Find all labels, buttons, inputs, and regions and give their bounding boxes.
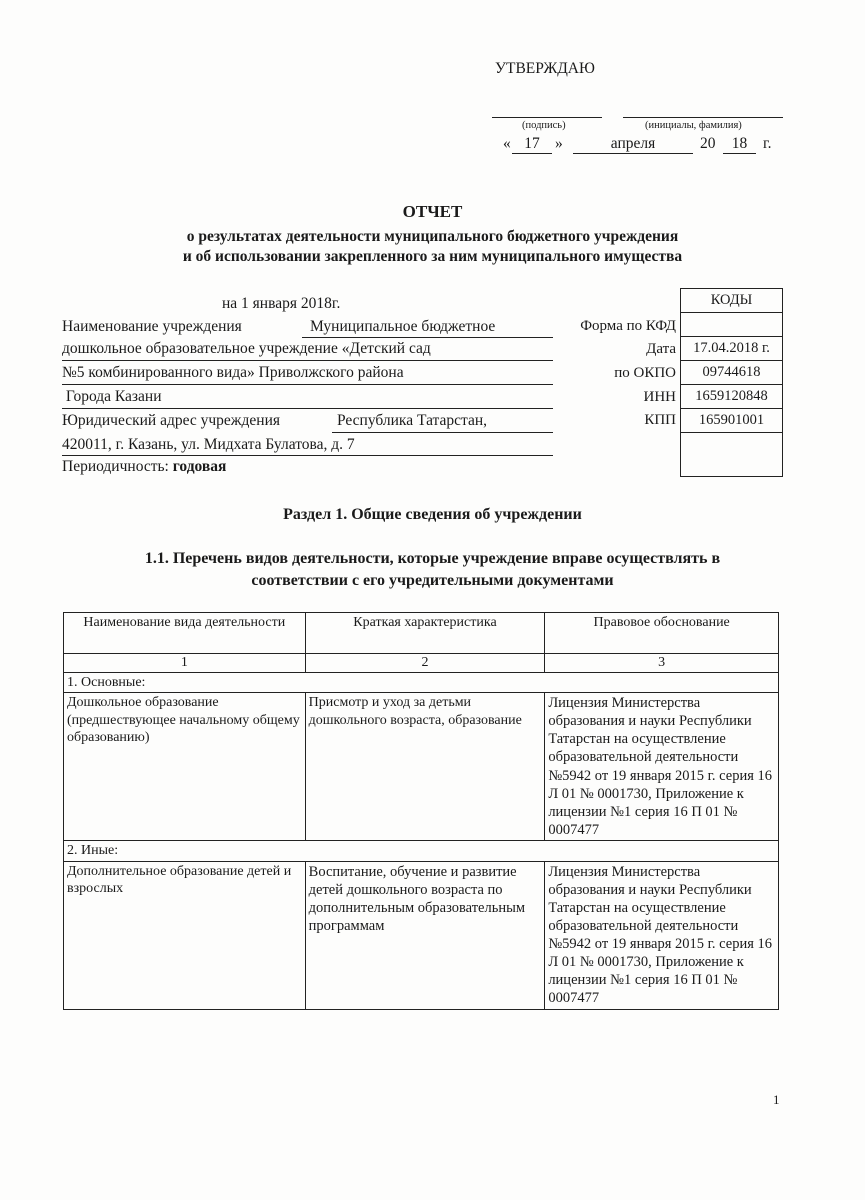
underline (62, 360, 553, 361)
signature-line (492, 117, 602, 118)
institution-name-line: №5 комбинированного вида» Приволжского района (62, 364, 404, 381)
underline (62, 455, 553, 456)
report-subtitle-1: о результатах деятельности муниципального бюджетного учреждения (186, 228, 679, 245)
institution-name-label: Наименование учреждения (62, 318, 242, 335)
section-title: Раздел 1. Общие сведения об учреждении (283, 506, 582, 523)
periodicity (62, 458, 226, 476)
quote-close: » (555, 135, 563, 152)
activities-table (63, 612, 779, 1010)
column-header: Наименование вида деятельности (64, 613, 306, 654)
code-value: 09744618 (681, 361, 783, 385)
approval-day: 17 (512, 135, 552, 154)
activity-description: Присмотр и уход за детьми дошкольного возраста, образование (305, 693, 545, 841)
name-line (623, 117, 783, 118)
report-title: ОТЧЕТ (402, 202, 463, 221)
code-label: Форма по КФД (580, 318, 676, 334)
year-unit: г. (763, 135, 772, 152)
table-row (64, 693, 779, 841)
activity-legal-basis: Лицензия Министерства образования и науки Республики Татарстан на осуществление образовательной деятельности №5942 от 19 января 2015 г. серия 16 Л 01 № 0001730, Приложение к лицензии №1 серия 16 П 01 № 0007477 (545, 861, 779, 1009)
code-value-empty (681, 433, 783, 477)
code-label: по ОКПО (614, 365, 676, 381)
column-header: Краткая характеристика (305, 613, 545, 654)
underline (302, 337, 553, 338)
column-header: Правовое обоснование (545, 613, 779, 654)
activity-name: Дополнительное образование детей и взрослых (64, 861, 306, 1009)
column-number: 2 (305, 654, 545, 673)
code-value: 165901001 (681, 409, 783, 433)
table-row (64, 861, 779, 1009)
institution-name-line: Муниципальное бюджетное (310, 318, 496, 335)
code-value: 17.04.2018 г. (681, 337, 783, 361)
address-line: Республика Татарстан, (337, 412, 488, 429)
quote-open: « (503, 135, 511, 152)
group-header: 1. Основные: (64, 672, 779, 693)
activity-description: Воспитание, обучение и развитие детей дошкольного возраста по дополнительным образовательным программам (305, 861, 545, 1009)
code-value (681, 313, 783, 337)
name-caption: (инициалы, фамилия) (645, 120, 742, 131)
code-value: 1659120848 (681, 385, 783, 409)
year-prefix: 20 (700, 135, 716, 152)
signature-caption: (подпись) (522, 120, 566, 131)
activity-legal-basis: Лицензия Министерства образования и науки Республики Татарстан на осуществление образовательной деятельности №5942 от 19 января 2015 г. серия 16 Л 01 № 0001730, Приложение к лицензии №1 серия 16 П 01 № 0007477 (545, 693, 779, 841)
approval-month: апреля (573, 135, 693, 154)
institution-name-line: дошкольное образовательное учреждение «Детский сад (62, 340, 431, 357)
periodicity-label: Периодичность: (62, 458, 169, 475)
code-label: Дата (646, 341, 676, 357)
address-label: Юридический адрес учреждения (62, 412, 280, 429)
column-number: 1 (64, 654, 306, 673)
report-subtitle-2: и об использовании закрепленного за ним муниципального имущества (182, 248, 683, 265)
address-line: 420011, г. Казань, ул. Мидхата Булатова, д. 7 (62, 436, 355, 453)
report-date: на 1 января 2018г. (222, 295, 341, 312)
institution-name-line: Города Казани (62, 388, 162, 405)
activity-name: Дошкольное образование (предшествующее начальному общему образованию) (64, 693, 306, 841)
approval-year: 18 (723, 135, 756, 154)
approval-title: УТВЕРЖДАЮ (495, 60, 595, 77)
codes-header: КОДЫ (681, 289, 783, 313)
group-header: 2. Иные: (64, 841, 779, 862)
underline (332, 432, 553, 433)
underline (62, 384, 553, 385)
page-number: 1 (773, 1092, 780, 1107)
codes-table (680, 288, 783, 477)
column-number: 3 (545, 654, 779, 673)
subsection-title-2: соответствии с его учредительными документами (251, 572, 614, 589)
code-label: КПП (644, 412, 676, 428)
subsection-title-1: 1.1. Перечень видов деятельности, которые учреждение вправе осуществлять в (144, 550, 721, 567)
code-label: ИНН (643, 389, 676, 405)
periodicity-value: годовая (172, 458, 227, 475)
underline (62, 408, 553, 409)
